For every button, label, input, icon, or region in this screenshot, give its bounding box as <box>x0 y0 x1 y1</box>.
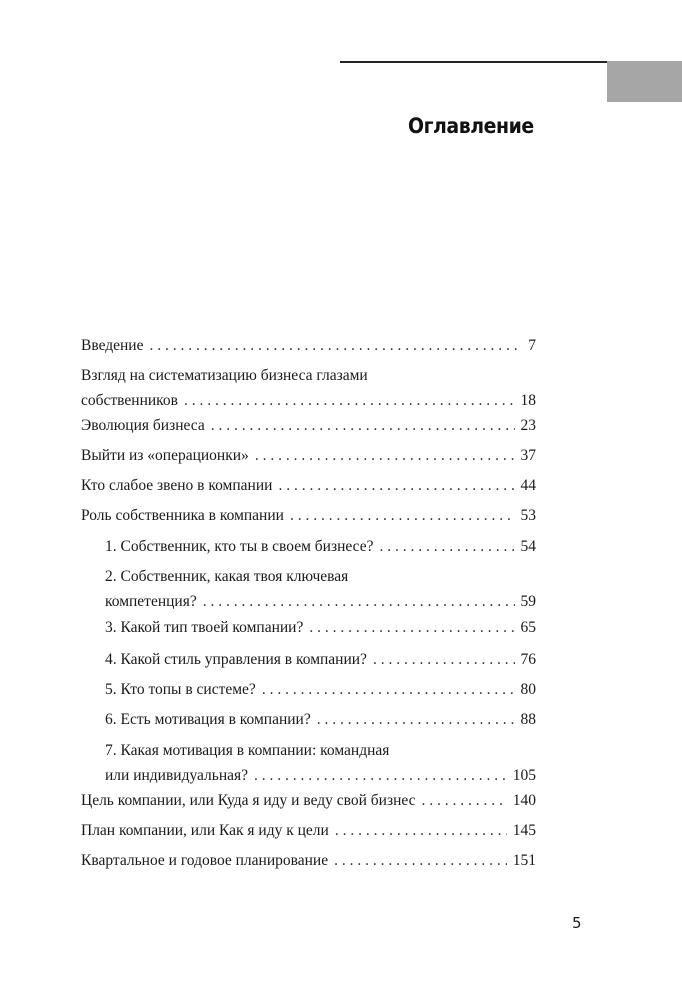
toc-leader-dots <box>262 677 515 702</box>
toc-leader-dots <box>278 473 514 498</box>
toc-entry-label: 1. Собственник, кто ты в своем бизнесе? <box>105 538 374 555</box>
toc-leader-dots <box>422 788 507 813</box>
toc-leader-dots <box>254 763 507 788</box>
toc-entry[interactable] <box>81 848 536 873</box>
toc-leader-dots <box>373 647 515 672</box>
toc-entry-page: 88 <box>520 711 536 728</box>
toc-leader-dots <box>203 589 515 614</box>
toc-subentry[interactable] <box>105 677 536 702</box>
toc-leader-dots <box>334 848 507 873</box>
toc-subentry[interactable] <box>105 647 536 672</box>
toc-entry-label-line1: 2. Собственник, какая твоя ключевая <box>105 568 349 585</box>
toc-entry[interactable] <box>81 473 536 498</box>
toc-entry[interactable] <box>81 413 536 438</box>
toc-entry-label: Цель компании, или Куда я иду и веду свой бизнес <box>81 792 416 809</box>
toc-entry-label: 3. Какой тип твоей компании? <box>105 619 304 636</box>
toc-leader-dots <box>184 388 515 413</box>
toc-leader-dots <box>335 818 507 843</box>
toc-entry-page: 151 <box>512 852 536 869</box>
toc-entry-label: или индивидуальная? <box>105 767 249 784</box>
toc-entry[interactable] <box>81 333 536 358</box>
toc-entry-page: 65 <box>520 619 536 636</box>
toc-entry-label: собственников <box>81 392 178 409</box>
toc-entry[interactable] <box>81 363 536 413</box>
toc-entry-page: 23 <box>520 417 536 434</box>
corner-tab <box>607 61 682 102</box>
toc-subentry[interactable] <box>105 534 536 559</box>
toc-entry[interactable] <box>81 503 536 528</box>
toc-leader-dots <box>149 333 522 358</box>
page-number: 5 <box>572 914 582 932</box>
toc-subentry[interactable] <box>105 564 536 614</box>
toc-entry-label: Кто слабое звено в компании <box>81 477 273 494</box>
toc-entry-page: 80 <box>520 681 536 698</box>
toc-entry-label: компетенция? <box>105 593 197 610</box>
toc-entry-page: 37 <box>520 447 536 464</box>
toc-entry-label: План компании, или Как я иду к цели <box>81 822 329 839</box>
toc-entry-page: 53 <box>520 507 536 524</box>
toc-entry-label: Роль собственника в компании <box>81 507 284 524</box>
toc-entry-page: 7 <box>528 337 536 354</box>
toc-entry-page: 76 <box>520 651 536 668</box>
toc-entry[interactable] <box>81 443 536 468</box>
toc-entry-page: 59 <box>520 593 536 610</box>
toc-subentry[interactable] <box>105 738 536 788</box>
toc-entry-label: 5. Кто топы в системе? <box>105 681 256 698</box>
toc-entry-label: Введение <box>81 337 144 354</box>
toc-leader-dots <box>255 443 515 468</box>
toc-leader-dots <box>211 413 515 438</box>
toc-entry-page: 105 <box>512 767 536 784</box>
toc-entry-label-line1: Взгляд на систематизацию бизнеса глазами <box>81 367 368 384</box>
toc-subentry[interactable] <box>105 615 536 640</box>
toc-entry[interactable] <box>81 818 536 843</box>
toc-entry-page: 140 <box>512 792 536 809</box>
toc-entry-label: 4. Какой стиль управления в компании? <box>105 651 367 668</box>
toc-entry-page: 44 <box>520 477 536 494</box>
toc-entry-page: 145 <box>512 822 536 839</box>
toc-entry-page: 18 <box>520 392 536 409</box>
toc-entry-label: Эволюция бизнеса <box>81 417 205 434</box>
toc-entry-label: Квартальное и годовое планирование <box>81 852 329 869</box>
toc-entry[interactable] <box>81 788 536 813</box>
toc-entry-label: 6. Есть мотивация в компании? <box>105 711 311 728</box>
toc-leader-dots <box>290 503 515 528</box>
page-title: Оглавление <box>408 114 534 138</box>
toc-entry-label: Выйти из «операционки» <box>81 447 249 464</box>
toc-leader-dots <box>379 534 514 559</box>
toc-leader-dots <box>309 615 514 640</box>
toc-entry-label-line1: 7. Какая мотивация в компании: командная <box>105 742 390 759</box>
toc-subentry[interactable] <box>105 707 536 732</box>
toc-entry-page: 54 <box>520 538 536 555</box>
toc-leader-dots <box>317 707 515 732</box>
